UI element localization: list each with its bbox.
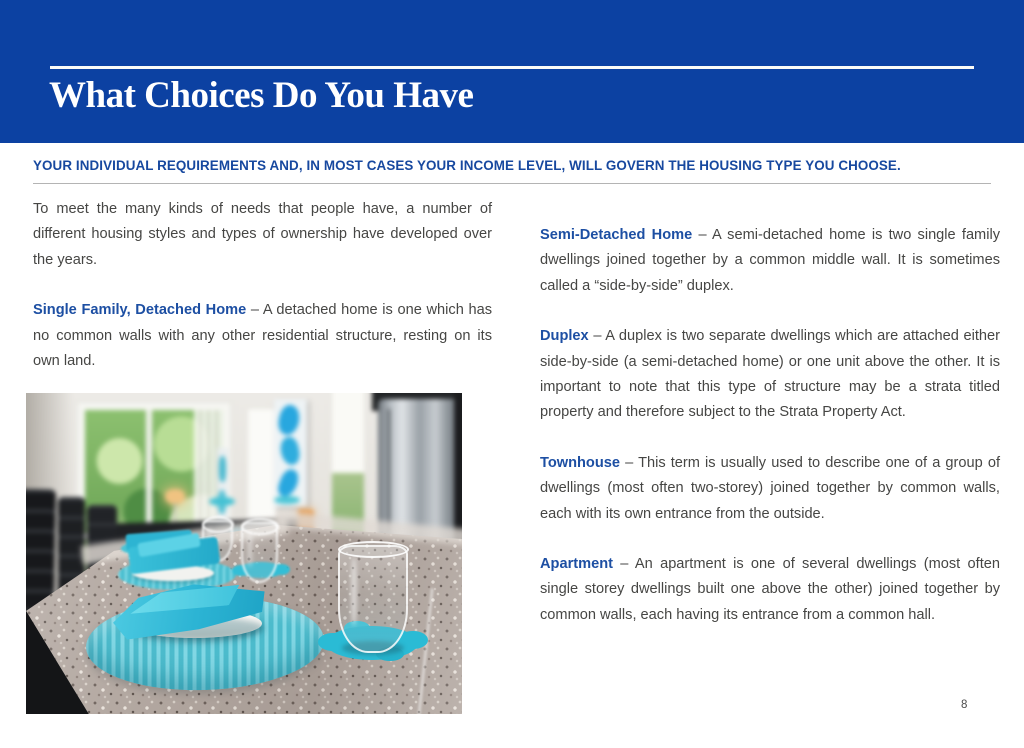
- housing-paragraph-townhouse: [540, 451, 1000, 527]
- dash-separator: –: [620, 556, 629, 573]
- housing-term: Townhouse: [540, 454, 620, 471]
- page-number: 8: [961, 699, 968, 711]
- housing-paragraph-duplex: [540, 324, 1000, 426]
- dash-separator: –: [698, 227, 707, 243]
- header-band: [0, 0, 1024, 143]
- subtitle-text: YOUR INDIVIDUAL REQUIREMENTS AND, IN MOST CASES YOUR INCOME LEVEL, WILL GOVERN THE HOUSING TYPE YOU CHOOSE.: [33, 158, 901, 173]
- housing-paragraph-semi-detached: [540, 223, 1000, 299]
- photo-glass-front: [338, 545, 408, 653]
- photo-glass-middle: [241, 522, 278, 583]
- housing-term: Single Family, Detached Home: [33, 302, 247, 319]
- dash-separator: –: [593, 328, 602, 345]
- housing-paragraph-single-family: [33, 298, 492, 374]
- left-column: [33, 197, 492, 399]
- page-title: What Choices Do You Have: [49, 75, 474, 116]
- housing-term: Semi-Detached Home: [540, 227, 693, 243]
- right-column: [540, 223, 1000, 653]
- housing-description: This term is usually used to describe one of a group of dwellings (most often two-storey) joined together by common walls, each with its own entrance from the outside.: [540, 454, 1001, 522]
- dash-separator: –: [250, 302, 259, 319]
- subtitle-divider-line: [33, 183, 991, 184]
- housing-description: A duplex is two separate dwellings which are attached either side-by-side (a semi-detached home) or one unit above the other. It is important to note that this type of structure may be a strata titled property and therefore subject to the Strata Property Act.: [540, 328, 1000, 421]
- housing-term: Apartment: [540, 556, 613, 573]
- housing-paragraph-apartment: [540, 552, 1000, 628]
- header-divider-line: [50, 66, 974, 69]
- housing-description: A detached home is one which has no common walls with any other residential structure, resting on its own land.: [33, 302, 492, 370]
- housing-description: A semi-detached home is two single family dwellings joined together by a common middle wall. It is sometimes called a “side-by-side” duplex.: [540, 227, 1000, 294]
- housing-description: An apartment is one of several dwellings (most often single storey dwellings built one above the other) joined together by common walls, each having its entrance from a common hall.: [540, 556, 1000, 623]
- housing-term: Duplex: [540, 328, 589, 345]
- dash-separator: –: [625, 454, 634, 471]
- photo-dining-table: [26, 393, 462, 714]
- intro-paragraph: To meet the many kinds of needs that people have, a number of different housing styles and types of ownership have developed over the years.: [33, 201, 492, 268]
